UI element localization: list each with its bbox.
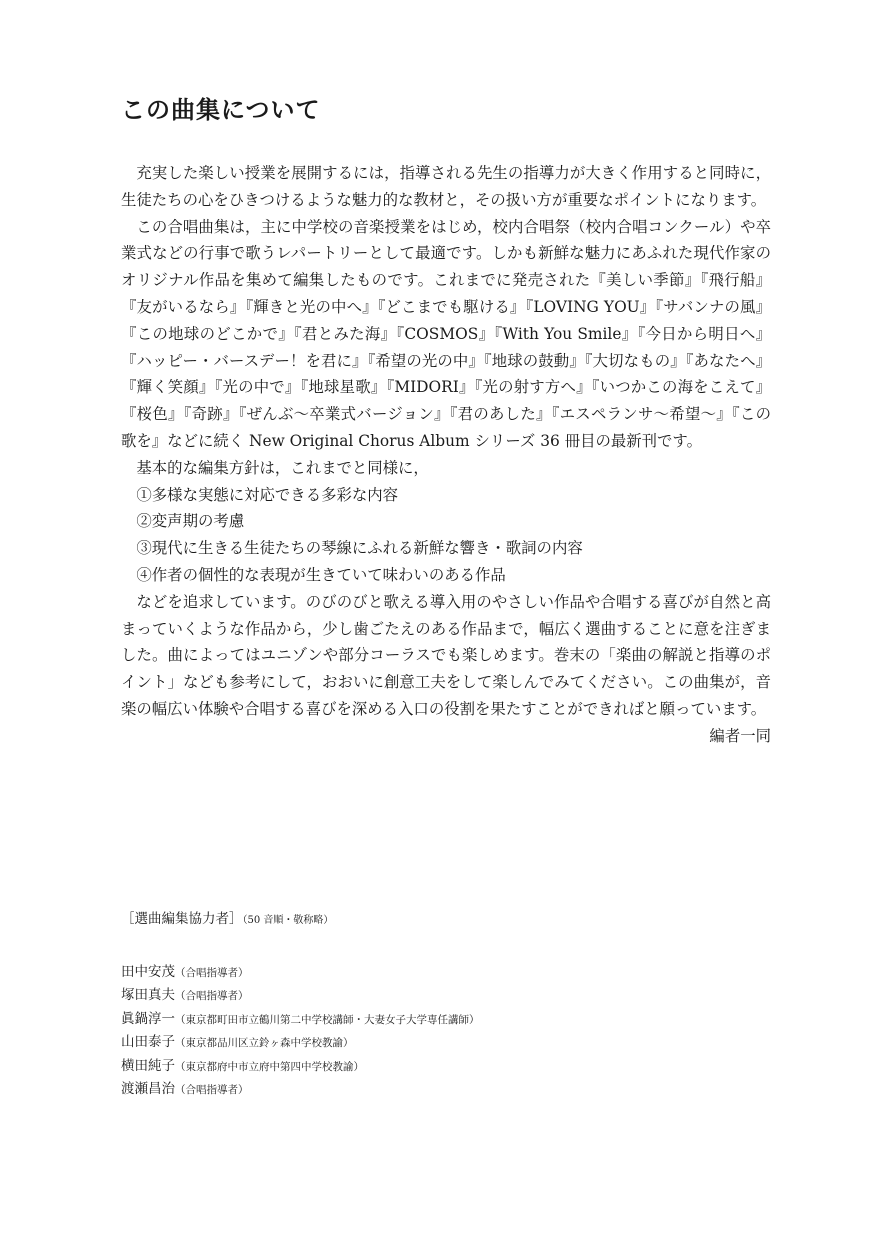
collaborator-name: 山田泰子 [121, 1034, 175, 1050]
collaborator-name: 田中安茂 [121, 963, 175, 980]
body-text [121, 160, 771, 750]
paragraph-closing: などを追求しています。のびのびと歌える導入用のやさしい作品や合唱する喜びが自然と高まっていくような作品から，少し歯ごたえのある作品まで，幅広く選曲することに意を注ぎました。曲によってはユニゾンや部分コーラスでも楽しめます。巻末の「楽曲の解説と指導のポイント」なども参考にして，おおいに創意工夫をして楽しんでみてください。この曲集が，音楽の幅広い体験や合唱する喜びを深める入口の役割を果たすことができればと願っています。 [121, 592, 771, 718]
collaborators-section [121, 908, 480, 1102]
collaborator-role: （東京都町田市立鶴川第二中学校講師・大妻女子大学専任講師） [175, 1013, 480, 1026]
collaborator-name: 渡瀬昌治 [121, 1081, 175, 1097]
paragraph-about-collection: この合唱曲集は，主に中学校の音楽授業をはじめ，校内合唱祭（校内合唱コンクール）や卒業式などの行事で歌うレパートリーとして最適です。しかも新鮮な魅力にあふれた現代作家のオリジナル作品を集めて編集したものです。これまでに発売された『美しい季節』『飛行船』『友がいるなら』『輝きと光の中へ』『どこまでも駆ける』『LOVING YOU』『サバンナの風』『この地球のどこかで』『君とみた海』『COSMOS』『With You Smile』『今日から明日へ』『ハッピー・バースデー！を君に』『希望の光の中』『地球の鼓動』『大切なもの』『あなたへ』『輝く笑顔』『光の中で』『地球星歌』『MIDORI』『光の射す方へ』『いつかこの海をこえて』『桜色』『奇跡』『ぜんぶ～卒業式バージョン』『君のあした』『エスペランサ～希望～』『この歌を』などに続く New Original Chorus Album シリーズ 36 冊目の最新刊です。 [121, 217, 771, 450]
collaborator-name: 塚田真夫 [121, 987, 175, 1003]
policy-item: ③現代に生きる生徒たちの琴線にふれる新鮮な響き・歌詞の内容 [136, 539, 583, 558]
paragraph-policy: 基本的な編集方針は，これまでと同様に， [136, 458, 429, 477]
collaborators-note: （50 音順・敬称略） [242, 915, 334, 926]
policy-item: ②変声期の考慮 [136, 512, 245, 531]
collaborator-entry [121, 1078, 480, 1102]
collaborator-role: （合唱指導者） [175, 966, 249, 979]
collaborator-entry [121, 961, 480, 985]
policy-item: ④作者の個性的な表現が生きていて味わいのある作品 [136, 565, 506, 584]
collaborator-role: （東京都府中市立府中第四中学校教諭） [175, 1060, 364, 1073]
page-title: この曲集について [121, 96, 321, 124]
collaborator-entry [121, 1031, 480, 1055]
paragraph-intro: 充実した楽しい授業を展開するには，指導される先生の指導力が大きく作用すると同時に，生徒たちの心をひきつけるような魅力的な教材と，その扱い方が重要なポイントになります。 [121, 164, 771, 209]
collaborator-entry [121, 1055, 480, 1079]
collaborator-role: （合唱指導者） [175, 990, 249, 1002]
collaborator-entry [121, 984, 480, 1008]
collaborator-role: （東京都品川区立鈴ヶ森中学校教諭） [175, 1037, 354, 1049]
signature: 編者一同 [709, 726, 771, 745]
collaborator-entry [121, 1008, 480, 1032]
collaborator-name: 横田純子 [121, 1057, 175, 1074]
collaborators-heading [121, 908, 480, 933]
collaborators-heading-label: ［選曲編集協力者］ [121, 911, 243, 927]
collaborator-name: 眞鍋淳一 [121, 1010, 175, 1027]
policy-item: ①多様な実態に対応できる多彩な内容 [136, 485, 399, 504]
collaborator-role: （合唱指導者） [175, 1084, 249, 1096]
